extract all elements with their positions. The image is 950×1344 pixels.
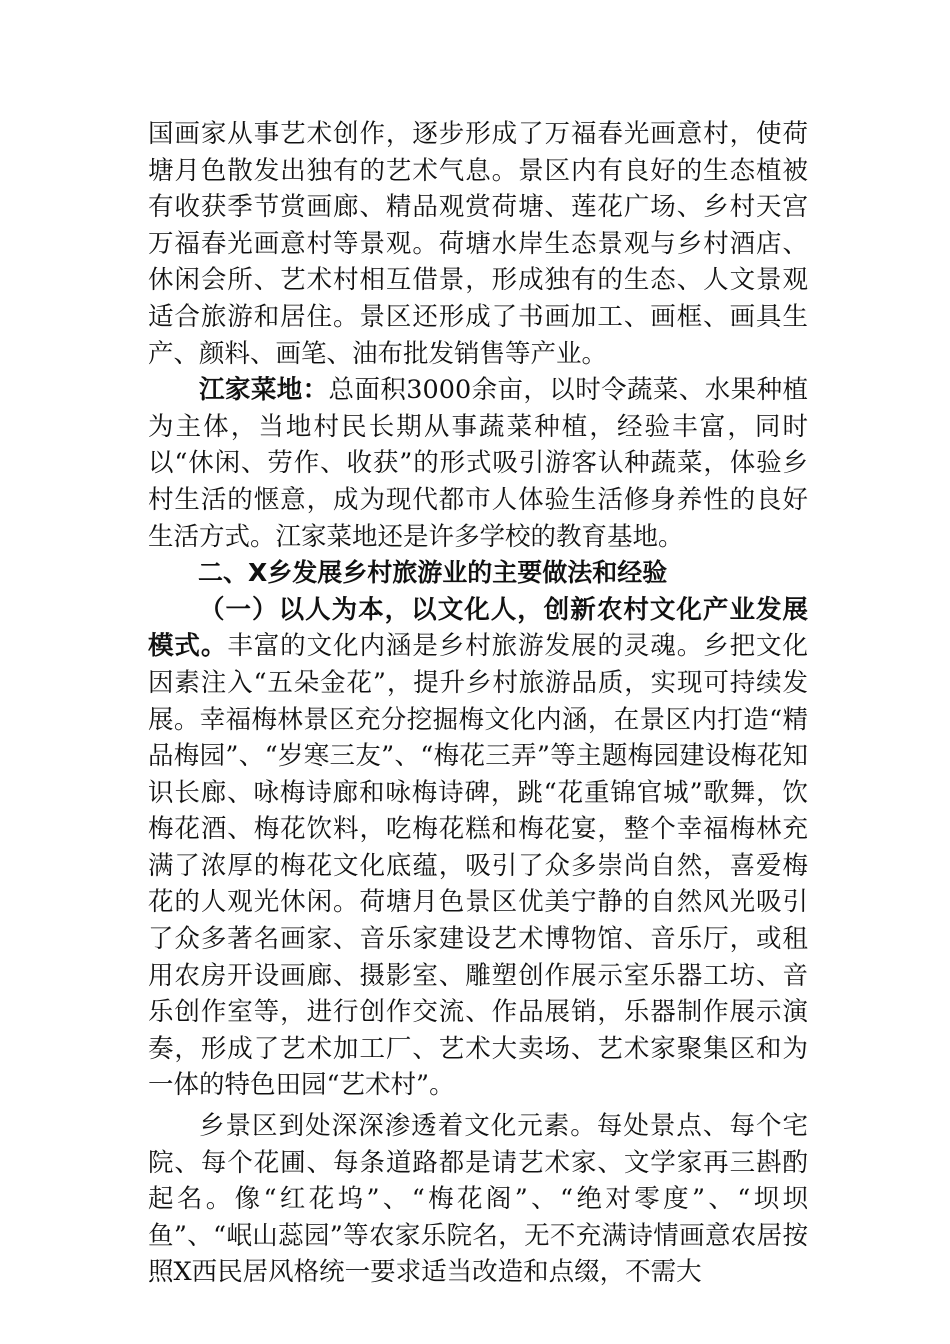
paragraph-body-jiangjia: 总面积3000余亩，以时令蔬菜、水果种植为主体，当地村民长期从事蔬菜种植，经验丰富，同时以“休闲、劳作、收获”的形式吸引游客认种蔬菜，体验乡村生活的惬意，成为现代都市人体验生活修身养性的良好生活方式。江家菜地还是许多学校的教育基地。 (148, 375, 808, 552)
paragraph-culture-model (148, 592, 808, 1104)
section-heading-2: 二、X乡发展乡村旅游业的主要做法和经验 (198, 558, 668, 588)
paragraph-label-jiangjia: 江家菜地： (199, 375, 329, 406)
paragraph-cultural-elements: 乡景区到处深深渗透着文化元素。每处景点、每个宅院、每个花圃、每条道路都是请艺术家、文学家再三斟酌起名。像“红花坞”、“梅花阁”、“绝对零度”、“坝坝鱼”、“岷山蕊园”等农家乐院名，无不充满诗情画意农居按照X西民居风格统一要求适当改造和点缀，不需大 (148, 1111, 808, 1288)
subsection-heading-1: （一）以人为本，以文化人，创新农村文化产业发展模式。 (148, 594, 808, 662)
paragraph-body-culture: 丰富的文化内涵是乡村旅游发展的灵魂。乡把文化因素注入“五朵金花”，提升乡村旅游品质，实现可持续发展。幸福梅林景区充分挖掘梅文化内涵，在景区内打造“精品梅园”、“岁寒三友”、“梅花三弄”等主题梅园建设梅花知识长廊、咏梅诗廊和咏梅诗碑，跳“花重锦官城”歌舞，饮梅花酒、梅花饮料，吃梅花糕和梅花宴，整个幸福梅林充满了浓厚的梅花文化底蕴，吸引了众多崇尚自然，喜爱梅花的人观光休闲。荷塘月色景区优美宁静的自然风光吸引了众多著名画家、音乐家建设艺术博物馆、音乐厅，或租用农房开设画廊、摄影室、雕塑创作展示室乐器工坊、音乐创作室等，进行创作交流、作品展销，乐器制作展示演奏，形成了艺术加工厂、艺术大卖场、艺术家聚集区和为一体的特色田园“艺术村”。 (148, 631, 808, 1101)
document-page (148, 116, 808, 1291)
paragraph-jiangjia-vegetable-field (148, 372, 808, 555)
paragraph-art-village: 国画家从事艺术创作，逐步形成了万福春光画意村，使荷塘月色散发出独有的艺术气息。景区内有良好的生态植被有收获季节赏画廊、精品观赏荷塘、莲花广场、乡村天宫万福春光画意村等景观。荷塘水岸生态景观与乡村酒店、休闲会所、艺术村相互借景，形成独有的生态、人文景观适合旅游和居住。景区还形成了书画加工、画框、画具生产、颜料、画笔、油布批发销售等产业。 (148, 119, 808, 369)
